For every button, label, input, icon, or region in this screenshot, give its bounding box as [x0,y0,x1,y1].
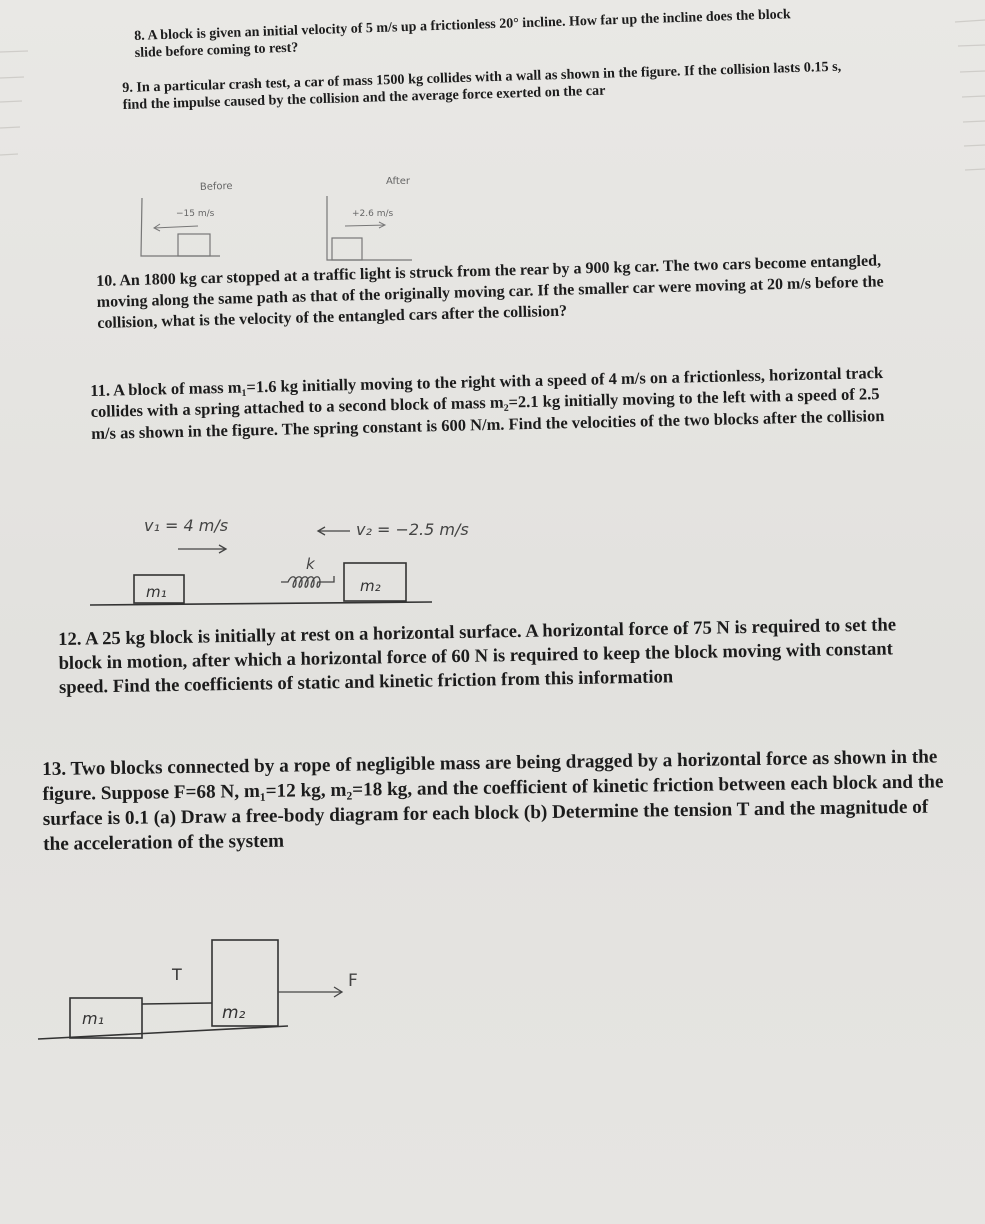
figure-spring-collision [88,505,538,615]
before-car-block [178,234,210,256]
block-m1-label: m₁ [146,583,167,601]
v1-label: v₁ = 4 m/s [144,516,229,535]
force-label: F [348,971,358,991]
question-13: 13. Two blocks connected by a rope of negligible mass are being dragged by a horizontal force as shown in the figure. Suppose F=68 N, m₁=12 kg, m₂=18 kg, and the coefficient of kinetic friction between each block and the surface is 0.1 (a) Draw a free-body diagram for each block (b) Determine the tension T and the magnitude of the acceleration of the system [42,746,944,855]
after-velocity-arrow [345,225,385,226]
spring-coil [281,576,334,587]
question-9: 9. In a particular crash test, a car of mass 1500 kg collides with a wall as shown in the figure. If the collision lasts 0.15 s, find the impulse caused by the collision and the average force exerted on the car [122,58,842,113]
after-label: After [386,176,411,187]
after-wall [327,196,412,260]
question-11: 11. A block of mass m₁=1.6 kg initially moving to the right with a speed of 4 m/s on a frictionless, horizontal track collides with a spring attached to a second block of mass m₂=2.1 kg initially moving to the left with a speed of 2.5 m/s as shown in the figure. The spring constant is 600 N/m. Find the velocities of the two blocks after the collision [90,363,885,443]
v2-label: v₂ = −2.5 m/s [356,520,469,539]
figure-two-blocks-rope [36,928,396,1048]
block-m2-label: m₂ [222,1003,246,1023]
before-label: Before [199,180,233,193]
before-velocity-label: −15 m/s [176,209,215,219]
figure-crash-test [140,168,440,268]
block-m2-label: m₂ [360,577,381,595]
after-velocity-label: +2.6 m/s [352,209,394,219]
question-8: 8. A block is given an initial velocity of 5 m/s up a frictionless 20° incline. How far up the incline does the block slide before coming to rest? [134,7,791,61]
block-m1-label: m₁ [82,1009,104,1028]
before-velocity-arrow [154,226,198,228]
block-m1 [70,998,142,1038]
after-car-block [332,238,362,260]
rope [142,1003,212,1004]
tension-label: T [172,965,182,984]
spring-constant-label: k [306,555,315,573]
question-12: 12. A 25 kg block is initially at rest on a horizontal surface. A horizontal force of 75 N is required to set the block in motion, after which a horizontal force of 60 N is required to keep the block moving with constant speed. Find the coefficients of static and kinetic friction from this information [58,614,897,699]
ground-line [38,1026,288,1039]
question-10: 10. An 1800 kg car stopped at a traffic light is struck from the rear by a 900 kg car. The two cars become entangled, moving along the same path as that of the originally moving car. If the smaller car were moving at 20 m/s before the collision, what is the velocity of the entangled cars after the collision? [96,252,884,332]
